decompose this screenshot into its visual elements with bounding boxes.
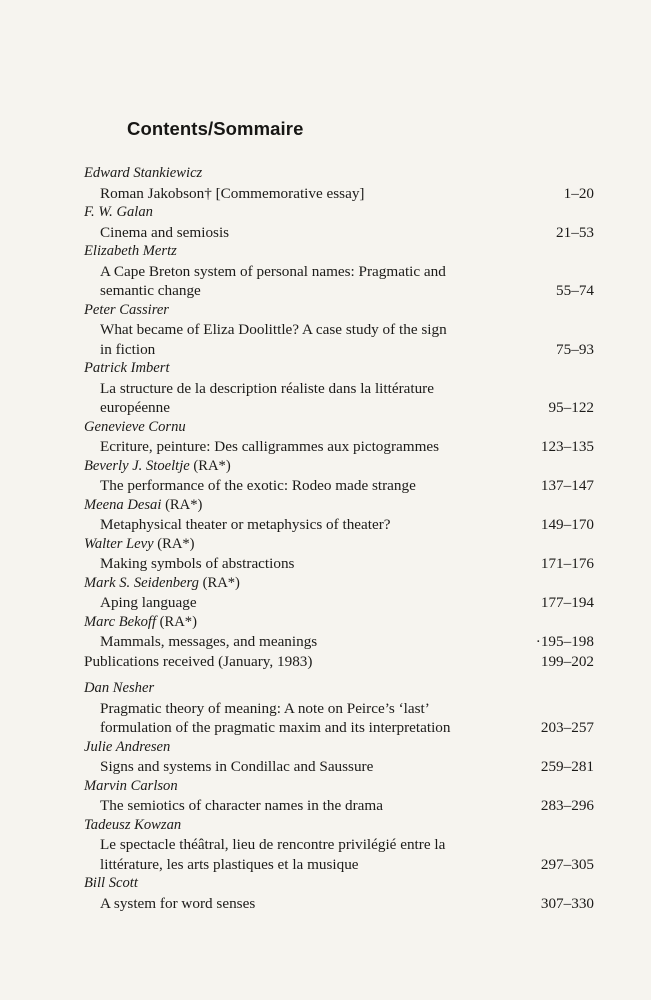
entry-author (84, 359, 594, 379)
publications-received-entry (84, 652, 594, 672)
entry-pages: 55–74 (556, 282, 594, 299)
entry-title-line: A Cape Breton system of personal names: Pragmatic and (100, 262, 446, 280)
entry-title (84, 796, 508, 816)
entry-pages: 75–93 (556, 340, 594, 358)
entry-title (84, 632, 508, 652)
entry-title-line: in fiction (100, 340, 156, 358)
entry-pages: 95–122 (548, 399, 594, 416)
entry-title (84, 757, 508, 777)
entry-title-line: européenne (100, 399, 170, 416)
toc-entry (84, 184, 594, 204)
toc-entry (84, 835, 594, 874)
entry-pages: 177–194 (540, 594, 594, 611)
entry-author (84, 418, 594, 438)
entry-title-line: Making symbols of abstractions (100, 555, 295, 572)
author-name: Beverly J. Stoeltje (84, 457, 190, 474)
toc-entry (84, 379, 594, 418)
toc-entry (84, 223, 594, 243)
entry-title-line: Signs and systems in Condillac and Saussure (100, 758, 374, 775)
entry-title (84, 835, 508, 874)
author-name: F. W. Galan (84, 204, 153, 220)
entry-title (84, 699, 508, 738)
entry-title-line: Cinema and semiosis (100, 223, 230, 241)
entry-title-line: semantic change (100, 282, 201, 299)
contents-heading: Contents/Sommaire (127, 118, 304, 139)
entry-author (84, 301, 594, 321)
review-article-tag: (RA*) (202, 574, 240, 591)
entry-title (84, 437, 508, 457)
entry-title (84, 476, 508, 496)
entry-title (84, 320, 508, 359)
toc-entry (84, 894, 594, 914)
entry-title-line: Aping language (100, 594, 197, 611)
author-name: Meena Desai (84, 496, 162, 513)
entry-author (84, 777, 594, 797)
entry-title-line: La structure de la description réaliste dans la littérature (100, 379, 434, 397)
toc-entry (84, 796, 594, 816)
entry-pages: 307–330 (540, 894, 594, 912)
entry-title-line: Le spectacle théâtral, lieu de rencontre privilégié entre la (100, 836, 446, 853)
entry-author (84, 613, 594, 633)
entry-title-line: formulation of the pragmatic maxim and its interpretation (100, 719, 451, 736)
entry-pages: 283–296 (540, 797, 594, 814)
publications-pages: 199–202 (540, 652, 594, 670)
entry-pages: 137–147 (540, 477, 594, 494)
toc-entry (84, 699, 594, 738)
entry-pages: 171–176 (540, 555, 594, 572)
entry-title-line: Roman Jakobson† [Commemorative essay] (100, 184, 365, 202)
author-name: Peter Cassirer (84, 301, 169, 318)
entry-title-line: littérature, les arts plastiques et la musique (100, 855, 359, 873)
entry-title (84, 554, 508, 574)
entry-author (84, 874, 594, 894)
entry-title-line: Ecriture, peinture: Des calligrammes aux pictogrammes (100, 438, 440, 455)
review-article-tag: (RA*) (157, 535, 195, 552)
author-name: Marvin Carlson (84, 777, 178, 794)
entry-title (84, 223, 508, 243)
author-name: Walter Levy (84, 535, 154, 552)
publications-title: Publications received (January, 1983) (84, 652, 313, 670)
review-article-tag: (RA*) (193, 457, 231, 474)
author-name: Elizabeth Mertz (84, 243, 177, 259)
author-name: Edward Stankiewicz (84, 165, 203, 181)
toc-entry (84, 437, 594, 457)
toc-entry (84, 757, 594, 777)
entry-author (84, 738, 594, 758)
entry-author (84, 535, 594, 555)
author-name: Patrick Imbert (84, 360, 170, 376)
table-of-contents (84, 164, 594, 913)
entry-title-line: A system for word senses (100, 894, 256, 912)
toc-entry (84, 632, 594, 652)
entry-author (84, 203, 594, 223)
entry-pages: 1–20 (563, 184, 594, 202)
toc-entry (84, 262, 594, 301)
entry-author (84, 816, 594, 836)
entry-title-line: What became of Eliza Doolittle? A case study of the sign (100, 321, 447, 338)
author-name: Genevieve Cornu (84, 418, 186, 435)
entry-title-line: Pragmatic theory of meaning: A note on Peirce’s ‘last’ (100, 699, 430, 717)
entry-pages: 123–135 (540, 438, 594, 455)
toc-entry (84, 476, 594, 496)
entry-author (84, 242, 594, 262)
entry-author (84, 164, 594, 184)
entry-title (84, 184, 508, 204)
entry-title-line: Mammals, messages, and meanings (100, 633, 318, 650)
entry-title-line: The semiotics of character names in the drama (100, 797, 383, 814)
review-article-tag: (RA*) (159, 613, 197, 630)
entry-title (84, 379, 508, 418)
entry-pages: ·195–198 (535, 633, 594, 650)
entry-author (84, 457, 594, 477)
entry-pages: 149–170 (540, 516, 594, 533)
entry-title-line: The performance of the exotic: Rodeo made strange (100, 477, 416, 494)
entry-title (84, 894, 508, 914)
entry-author (84, 496, 594, 516)
section-gap (84, 671, 594, 679)
author-name: Dan Nesher (84, 680, 155, 696)
entry-title (84, 515, 508, 535)
entry-pages: 259–281 (540, 758, 594, 775)
author-name: Tadeusz Kowzan (84, 816, 182, 833)
toc-entry (84, 320, 594, 359)
entry-title (84, 593, 508, 613)
toc-entry (84, 554, 594, 574)
toc-entry (84, 515, 594, 535)
entry-author (84, 679, 594, 699)
author-name: Marc Bekoff (84, 613, 156, 630)
review-article-tag: (RA*) (165, 496, 203, 513)
author-name: Julie Andresen (84, 738, 171, 755)
entry-title-line: Metaphysical theater or metaphysics of theater? (100, 516, 391, 533)
entry-pages: 203–257 (540, 719, 594, 736)
entry-pages: 21–53 (556, 223, 594, 241)
author-name: Mark S. Seidenberg (84, 574, 199, 591)
entry-title (84, 262, 508, 301)
entry-author (84, 574, 594, 594)
author-name: Bill Scott (84, 875, 138, 891)
entry-pages: 297–305 (540, 855, 594, 873)
toc-entry (84, 593, 594, 613)
